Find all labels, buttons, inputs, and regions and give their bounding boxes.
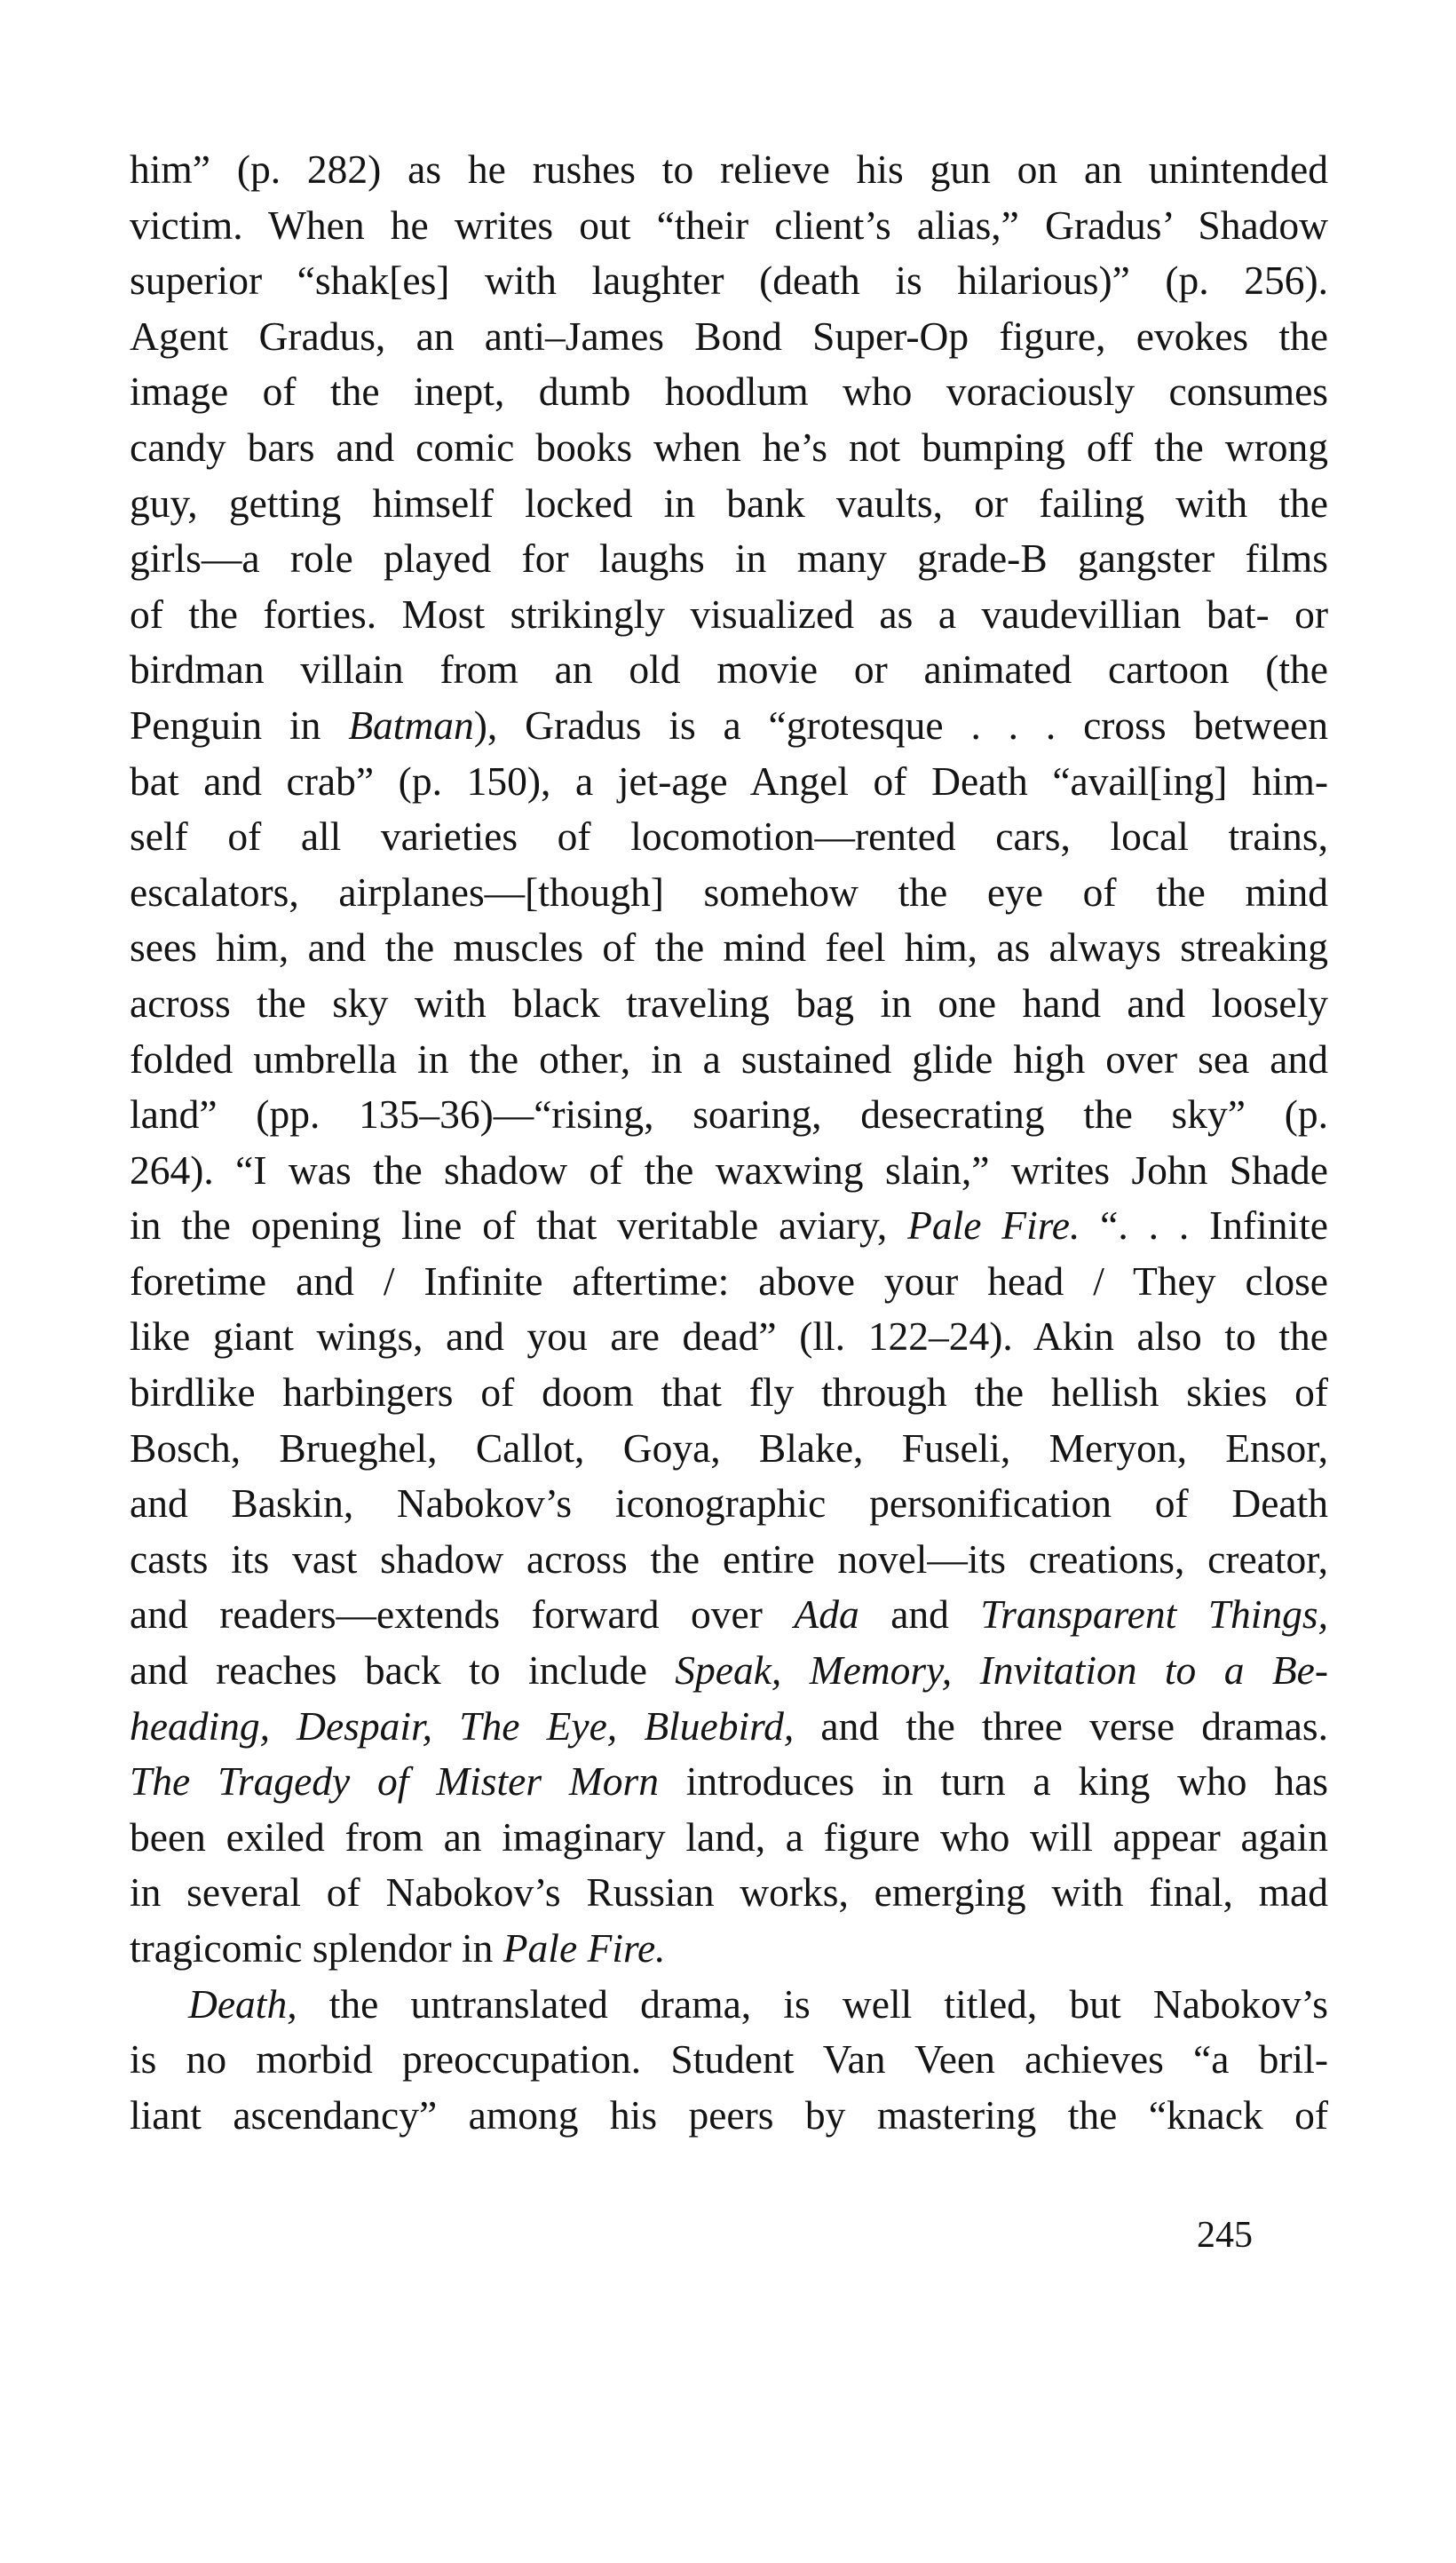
text-line <box>130 587 1328 643</box>
text-line <box>130 1087 1328 1143</box>
text-line <box>130 976 1328 1032</box>
italic-text: The Tragedy of Mister Morn <box>130 1758 659 1805</box>
italic-text: Ada <box>794 1591 859 1638</box>
text-segment: escalators, airplanes—[though] somehow the eye of the mind <box>130 869 1328 915</box>
text-segment: introduces in turn a king who has <box>658 1758 1328 1805</box>
text-segment: like giant wings, and you are dead” (ll. 122–24). Akin also to the <box>130 1313 1328 1360</box>
text-line <box>130 364 1328 420</box>
text-segment: birdman villain from an old movie or animated cartoon (the <box>130 647 1328 693</box>
text-line <box>130 1699 1328 1755</box>
italic-text: Pale Fire. <box>502 1925 666 1971</box>
text-line <box>130 1865 1328 1921</box>
text-line <box>130 1977 1328 2033</box>
text-line <box>130 920 1328 976</box>
text-segment: “. . . Infinite <box>1080 1202 1329 1249</box>
text-line <box>130 698 1328 754</box>
text-segment: in the opening line of that veritable aviary, <box>130 1202 908 1249</box>
text-segment: and readers—extends forward over <box>130 1591 795 1638</box>
text-segment: and the three verse dramas. <box>794 1702 1329 1749</box>
italic-text: Death, <box>188 1980 297 2027</box>
text-segment: girls—a role played for laughs in many grade-B gangster films <box>130 536 1328 582</box>
text-segment: is no morbid preoccupation. Student Van Veen achieves “a bril- <box>130 2036 1328 2083</box>
text-line <box>130 1810 1328 1866</box>
italic-text: Pale Fire. <box>907 1202 1080 1249</box>
text-line <box>130 253 1328 309</box>
text-segment: tragicomic splendor in <box>130 1925 503 1971</box>
italic-text: heading, Despair, The Eye, Bluebird, <box>130 1702 795 1749</box>
body-text <box>130 142 1328 2143</box>
text-segment: of the forties. Most strikingly visualized as a vaudevillian bat- or <box>130 591 1328 637</box>
text-line <box>130 476 1328 532</box>
italic-text: Speak, Memory, Invitation to a Be- <box>675 1647 1328 1694</box>
text-line <box>130 420 1328 476</box>
text-segment: casts its vast shadow across the entire novel—its creations, creator, <box>130 1535 1328 1582</box>
text-segment: candy bars and comic books when he’s not bumping off the wrong <box>130 424 1328 470</box>
text-segment: foretime and / Infinite aftertime: above your head / They close <box>130 1258 1328 1304</box>
text-line <box>130 809 1328 865</box>
text-line <box>130 1421 1328 1477</box>
text-line <box>130 1643 1328 1699</box>
text-line <box>130 142 1328 198</box>
text-segment: been exiled from an imaginary land, a figure who will appear again <box>130 1813 1328 1860</box>
text-line <box>130 754 1328 810</box>
text-segment: and reaches back to include <box>130 1647 676 1694</box>
text-segment: sees him, and the muscles of the mind feel him, as always streaking <box>130 924 1328 971</box>
text-line <box>130 2032 1328 2088</box>
text-line <box>130 1532 1328 1588</box>
text-segment: ), Gradus is a “grotesque . . . cross between <box>473 702 1328 748</box>
text-segment: Agent Gradus, an anti–James Bond Super-Op figure, evokes the <box>130 313 1328 359</box>
text-line <box>130 1254 1328 1310</box>
text-segment: him” (p. 282) as he rushes to relieve his gun on an unintended <box>130 147 1328 192</box>
text-segment: land” (pp. 135–36)—“rising, soaring, desecrating the sky” (p. <box>130 1091 1328 1138</box>
text-line <box>130 1143 1328 1199</box>
text-line <box>130 1754 1328 1810</box>
text-line <box>130 1198 1328 1254</box>
text-line <box>130 1921 1328 1977</box>
text-line <box>130 531 1328 587</box>
text-segment: birdlike harbingers of doom that fly through the hellish skies of <box>130 1369 1328 1416</box>
italic-text: Transparent Things, <box>980 1591 1328 1638</box>
text-line <box>130 2088 1328 2144</box>
page-number: 245 <box>1197 2215 1253 2256</box>
text-line <box>130 309 1328 365</box>
text-segment: in several of Nabokov’s Russian works, emerging with final, mad <box>130 1869 1328 1916</box>
text-segment: folded umbrella in the other, in a sustained glide high over sea and <box>130 1036 1328 1082</box>
text-segment: across the sky with black traveling bag in one hand and loosely <box>130 980 1328 1026</box>
text-segment: 264). “I was the shadow of the waxwing slain,” writes John Shade <box>130 1147 1328 1193</box>
text-segment: the untranslated drama, is well titled, but Nabokov’s <box>297 1980 1328 2027</box>
text-line <box>130 865 1328 921</box>
text-segment: self of all varieties of locomotion—rented cars, local trains, <box>130 813 1328 860</box>
text-segment: guy, getting himself locked in bank vaults, or failing with the <box>130 480 1328 526</box>
text-line <box>130 1032 1328 1088</box>
text-segment: liant ascendancy” among his peers by mastering the “knack of <box>130 2091 1328 2138</box>
text-line <box>130 1309 1328 1365</box>
text-segment: and <box>859 1591 981 1638</box>
text-line <box>130 1587 1328 1643</box>
text-segment: Bosch, Brueghel, Callot, Goya, Blake, Fuseli, Meryon, Ensor, <box>130 1424 1328 1471</box>
italic-text: Batman <box>348 702 474 748</box>
text-segment: bat and crab” (p. 150), a jet-age Angel of Death “avail[ing] him- <box>130 758 1328 804</box>
text-segment: Penguin in <box>130 702 349 748</box>
text-line <box>130 1365 1328 1421</box>
text-line <box>130 642 1328 698</box>
text-segment: and Baskin, Nabokov’s iconographic personification of Death <box>130 1480 1328 1527</box>
text-segment: image of the inept, dumb hoodlum who voraciously consumes <box>130 369 1328 415</box>
text-segment: victim. When he writes out “their client’s alias,” Gradus’ Shadow <box>130 202 1328 248</box>
text-segment: superior “shak[es] with laughter (death is hilarious)” (p. 256). <box>130 258 1328 304</box>
text-line <box>130 198 1328 254</box>
text-line <box>130 1476 1328 1532</box>
